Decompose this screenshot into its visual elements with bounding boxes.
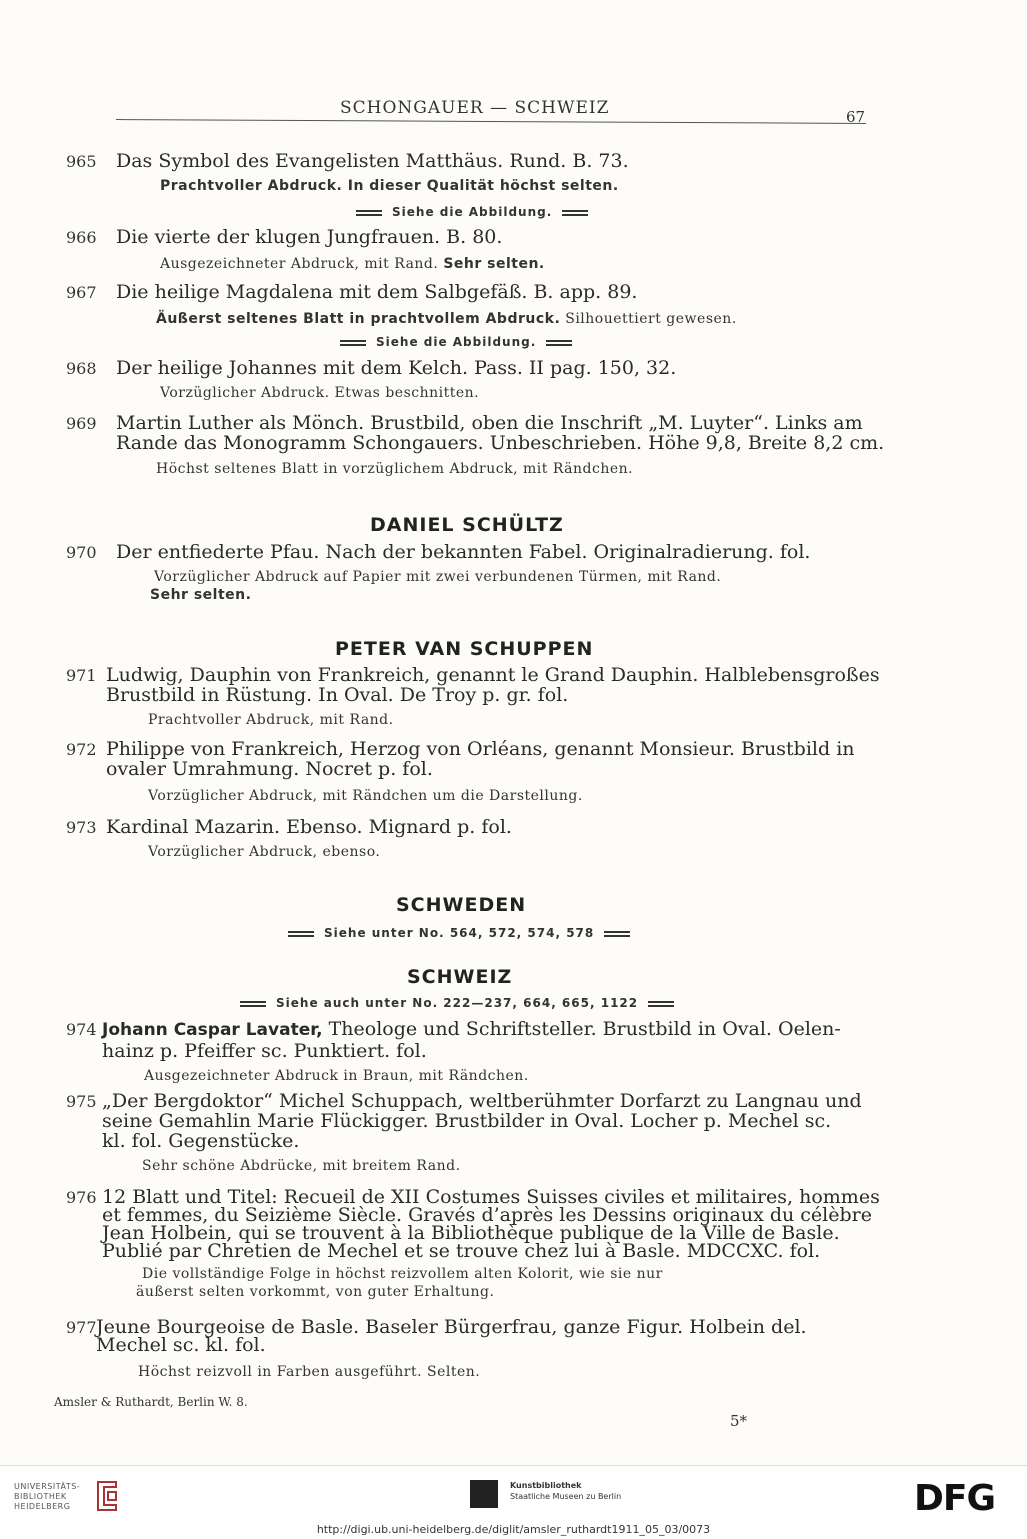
entry-note: Sehr selten.	[150, 587, 252, 603]
header-rule	[116, 119, 866, 124]
signature-mark: 5*	[730, 1412, 748, 1430]
publisher-imprint: Amsler & Ruthardt, Berlin W. 8.	[54, 1395, 248, 1409]
entry-text: hainz p. Pfeiffer sc. Punktiert. fol.	[102, 1040, 427, 1062]
kunstbibliothek-logo[interactable]: Kunstbibliothek Staatliche Museen zu Berlin	[510, 1481, 622, 1501]
entry-note: Ausgezeichneter Abdruck, mit Rand. Sehr selten.	[160, 256, 545, 272]
entry-text: Die heilige Magdalena mit dem Salbgefäß. B. app. 89.	[116, 281, 638, 303]
double-rule	[648, 1001, 674, 1007]
entry-note: Prachtvoller Abdruck. In dieser Qualität höchst selten.	[160, 178, 619, 194]
entry-number: 972	[66, 740, 97, 759]
entry-text: Philippe von Frankreich, Herzog von Orléans, genannt Monsieur. Brustbild in	[106, 738, 855, 760]
see-reference: Siehe die Abbildung.	[346, 205, 598, 219]
entry-text: Das Symbol des Evangelisten Matthäus. Rund. B. 73.	[116, 150, 629, 172]
section-heading-schweden: SCHWEDEN	[396, 894, 527, 916]
see-reference-schweiz: Siehe auch unter No. 222—237, 664, 665, 1122	[230, 996, 684, 1010]
entry-text: kl. fol. Gegenstücke.	[102, 1130, 300, 1152]
ub-heidelberg-icon	[94, 1478, 120, 1514]
entry-number: 970	[66, 543, 97, 562]
double-rule	[356, 210, 382, 216]
permalink-url[interactable]: http://digi.ub.uni-heidelberg.de/diglit/amsler_ruthardt1911_05_03/0073	[316, 1523, 711, 1536]
entry-text: Die vierte der klugen Jungfrauen. B. 80.	[116, 226, 503, 248]
double-rule	[562, 210, 588, 216]
entry-note: äußerst selten vorkommt, von guter Erhaltung.	[136, 1284, 495, 1300]
entry-number: 967	[66, 283, 97, 302]
entry-note: Vorzüglicher Abdruck auf Papier mit zwei verbundenen Türmen, mit Rand.	[154, 569, 722, 585]
double-rule	[340, 340, 366, 346]
kunstbibliothek-icon[interactable]	[470, 1480, 498, 1508]
double-rule	[288, 931, 314, 937]
entry-text: Mechel sc. kl. fol.	[96, 1334, 266, 1356]
entry-text: Jean Holbein, qui se trouvent à la Bibliothèque publique de la Ville de Basle.	[102, 1222, 840, 1244]
section-heading-schuppen: PETER VAN SCHUPPEN	[335, 638, 594, 660]
entry-number: 974	[66, 1020, 97, 1039]
entry-text: Publié par Chretien de Mechel et se trouve chez lui à Basle. MDCCXC. fol.	[102, 1240, 821, 1262]
entry-note: Ausgezeichneter Abdruck in Braun, mit Rändchen.	[144, 1068, 529, 1084]
double-rule	[240, 1001, 266, 1007]
entry-number: 968	[66, 359, 97, 378]
entry-number: 971	[66, 666, 97, 685]
entry-number: 973	[66, 818, 97, 837]
entry-text: Brustbild in Rüstung. In Oval. De Troy p. gr. fol.	[106, 684, 569, 706]
entry-note: Vorzüglicher Abdruck, ebenso.	[148, 844, 381, 860]
see-reference: Siehe die Abbildung.	[330, 335, 582, 349]
entry-text: seine Gemahlin Marie Flückigger. Brustbilder in Oval. Locher p. Mechel sc.	[102, 1110, 832, 1132]
entry-number: 965	[66, 152, 97, 171]
entry-text: Rande das Monogramm Schongauers. Unbeschrieben. Höhe 9,8, Breite 8,2 cm.	[116, 432, 885, 454]
entry-note: Höchst seltenes Blatt in vorzüglichem Abdruck, mit Rändchen.	[156, 461, 634, 477]
viewer-footer-bar	[0, 1465, 1027, 1539]
double-rule	[604, 931, 630, 937]
entry-note: Vorzüglicher Abdruck, mit Rändchen um die Darstellung.	[148, 788, 583, 804]
section-heading-schweiz: SCHWEIZ	[407, 966, 513, 988]
entry-note: Vorzüglicher Abdruck. Etwas beschnitten.	[160, 385, 480, 401]
entry-note: Sehr schöne Abdrücke, mit breitem Rand.	[142, 1158, 461, 1174]
entry-note: Äußerst seltenes Blatt in prachtvollem Abdruck. Silhouettiert gewesen.	[156, 311, 737, 327]
entry-note: Die vollständige Folge in höchst reizvollem alten Kolorit, wie sie nur	[142, 1266, 663, 1282]
entry-text: Der entfiederte Pfau. Nach der bekannten Fabel. Originalradierung. fol.	[116, 541, 811, 563]
entry-note: Prachtvoller Abdruck, mit Rand.	[148, 712, 394, 728]
section-heading-schueltz: DANIEL SCHÜLTZ	[370, 514, 564, 536]
running-header: SCHONGAUER — SCHWEIZ	[340, 98, 610, 118]
entry-text: Ludwig, Dauphin von Frankreich, genannt le Grand Dauphin. Halblebensgroßes	[106, 664, 880, 686]
entry-number: 975	[66, 1092, 97, 1111]
entry-text: Johann Caspar Lavater, Theologe und Schriftsteller. Brustbild in Oval. Oelen-	[102, 1018, 841, 1040]
entry-text: Der heilige Johannes mit dem Kelch. Pass. II pag. 150, 32.	[116, 357, 677, 379]
entry-text: 12 Blatt und Titel: Recueil de XII Costumes Suisses civiles et militaires, hommes	[102, 1186, 880, 1208]
entry-text: ovaler Umrahmung. Nocret p. fol.	[106, 758, 433, 780]
double-rule	[546, 340, 572, 346]
see-reference-schweden: Siehe unter No. 564, 572, 574, 578	[278, 926, 640, 940]
entry-number: 977	[66, 1318, 97, 1337]
entry-number: 969	[66, 414, 97, 433]
page-number: 67	[846, 108, 866, 126]
person-name: Johann Caspar Lavater,	[102, 1020, 323, 1040]
entry-number: 966	[66, 228, 97, 247]
ub-heidelberg-logo[interactable]: UNIVERSITÄTS- BIBLIOTHEK HEIDELBERG	[14, 1482, 81, 1511]
dfg-logo[interactable]: DFG	[914, 1478, 996, 1519]
entry-text: et femmes, du Seizième Siècle. Gravés d’après les Dessins originaux du célèbre	[102, 1204, 872, 1226]
entry-number: 976	[66, 1188, 97, 1207]
entry-text: Martin Luther als Mönch. Brustbild, oben die Inschrift „M. Luyter“. Links am	[116, 412, 863, 434]
entry-text: Jeune Bourgeoise de Basle. Baseler Bürgerfrau, ganze Figur. Holbein del.	[96, 1316, 807, 1338]
entry-text: „Der Bergdoktor“ Michel Schuppach, weltberühmter Dorfarzt zu Langnau und	[102, 1090, 862, 1112]
entry-text: Kardinal Mazarin. Ebenso. Mignard p. fol.	[106, 816, 512, 838]
entry-note: Höchst reizvoll in Farben ausgeführt. Selten.	[138, 1364, 481, 1380]
